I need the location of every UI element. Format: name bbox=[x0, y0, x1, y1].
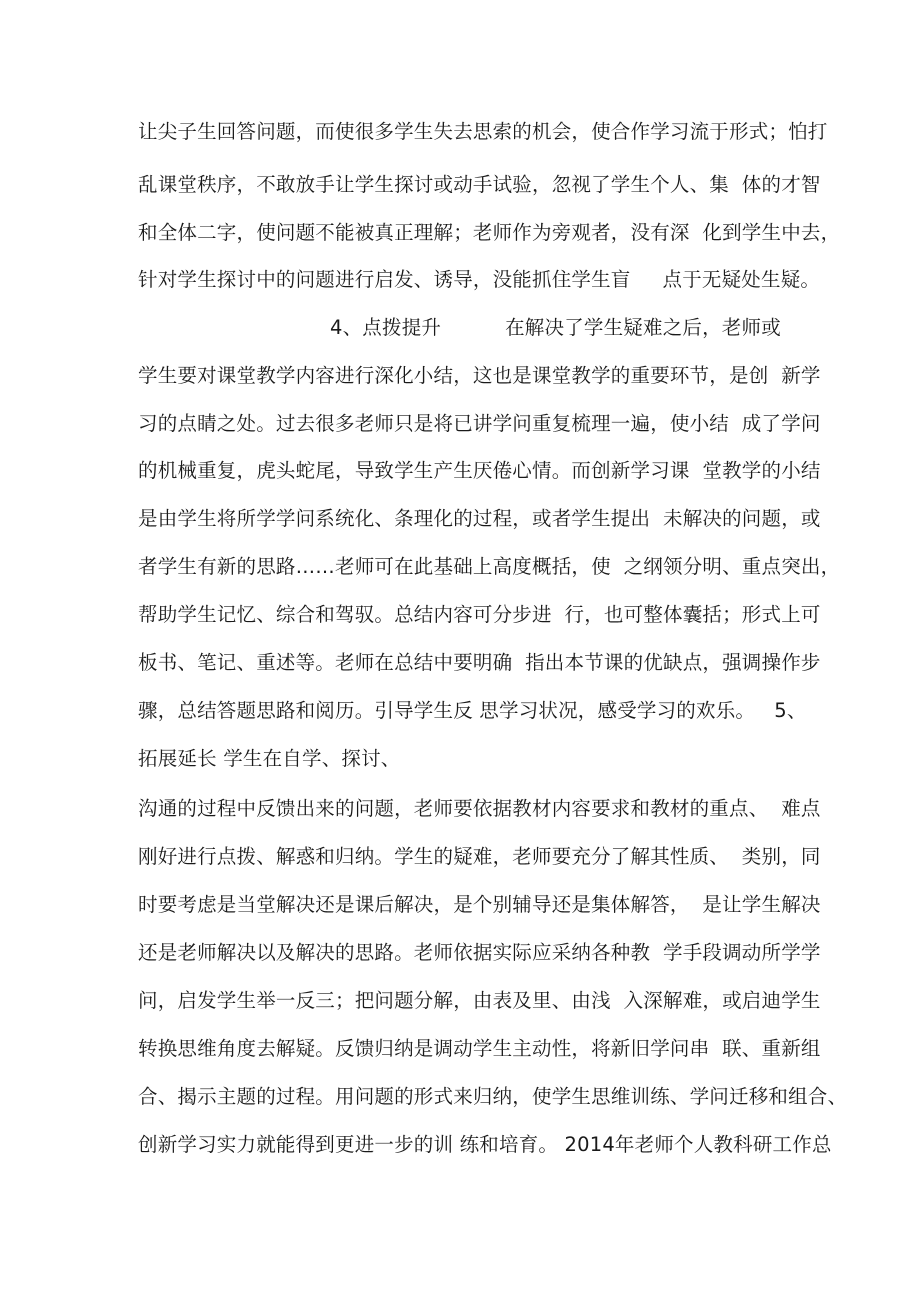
text-line: 的机械重复，虎头蛇尾，导致学生产生厌倦心情。而创新学习课 堂教学的小结 bbox=[138, 459, 821, 482]
text-line: 刚好进行点拨、解惑和归纳。学生的疑难，老师要充分了解其性质、 类别，同 bbox=[138, 845, 821, 868]
text-line: 习的点睛之处。过去很多老师只是将已讲学问重复梳理一遍，使小结 成了学问 bbox=[138, 412, 821, 435]
text-line: 学生要对课堂教学内容进行深化小结，这也是课堂教学的重要环节，是创 新学 bbox=[138, 364, 821, 387]
text-line: 让尖子生回答问题，而使很多学生失去思索的机会，使合作学习流于形式；怕打 bbox=[138, 120, 828, 143]
text-line: 针对学生探讨中的问题进行启发、诱导，没能抓住学生盲 点于无疑处生疑。 bbox=[138, 268, 821, 291]
text-line: 创新学习实力就能得到更进一步的训 练和培育。 2014年老师个人教科研工作总 bbox=[138, 1133, 832, 1156]
text-line: 乱课堂秩序，不敢放手让学生探讨或动手试验，忽视了学生个人、集 体的才智 bbox=[138, 173, 821, 196]
text-line: 转换思维角度去解疑。反馈归纳是调动学生主动性，将新旧学问串 联、重新组 bbox=[138, 1037, 821, 1060]
section-heading: 拓展延长 学生在自学、探讨、 bbox=[138, 747, 401, 770]
text-line: 者学生有新的思路……老师可在此基础上高度概括，使 之纲领分明、重点突出， bbox=[138, 555, 841, 578]
text-line: 合、揭示主题的过程。用问题的形式来归纳，使学生思维训练、学问迁移和组合、 bbox=[138, 1085, 848, 1108]
text-line: 板书、笔记、重述等。老师在总结中要明确 指出本节课的优缺点，强调操作步 bbox=[138, 651, 821, 674]
text-line: 还是老师解决以及解决的思路。老师依据实际应采纳各种教 学手段调动所学学 bbox=[138, 941, 821, 964]
text-line: 骤，总结答题思路和阅历。引导学生反 思学习状况，感受学习的欢乐。 5、 bbox=[138, 699, 807, 722]
text-line: 沟通的过程中反馈出来的问题，老师要依据教材内容要求和教材的重点、 难点 bbox=[138, 797, 821, 820]
text-line: 是由学生将所学学问系统化、条理化的过程，或者学生提出 未解决的问题，或 bbox=[138, 507, 821, 530]
text-line: 帮助学生记忆、综合和驾驭。总结内容可分步进 行，也可整体囊括；形式上可 bbox=[138, 603, 821, 626]
text-line: 问，启发学生举一反三；把问题分解，由表及里、由浅 入深解难，或启迪学生 bbox=[138, 989, 821, 1012]
text-line: 时要考虑是当堂解决还是课后解决，是个别辅导还是集体解答， 是让学生解决 bbox=[138, 893, 821, 916]
text-line: 和全体二字，使问题不能被真正理解；老师作为旁观者，没有深 化到学生中去， bbox=[138, 221, 841, 244]
section-heading: 4、点拨提升 在解决了学生疑难之后，老师或 bbox=[330, 316, 781, 339]
